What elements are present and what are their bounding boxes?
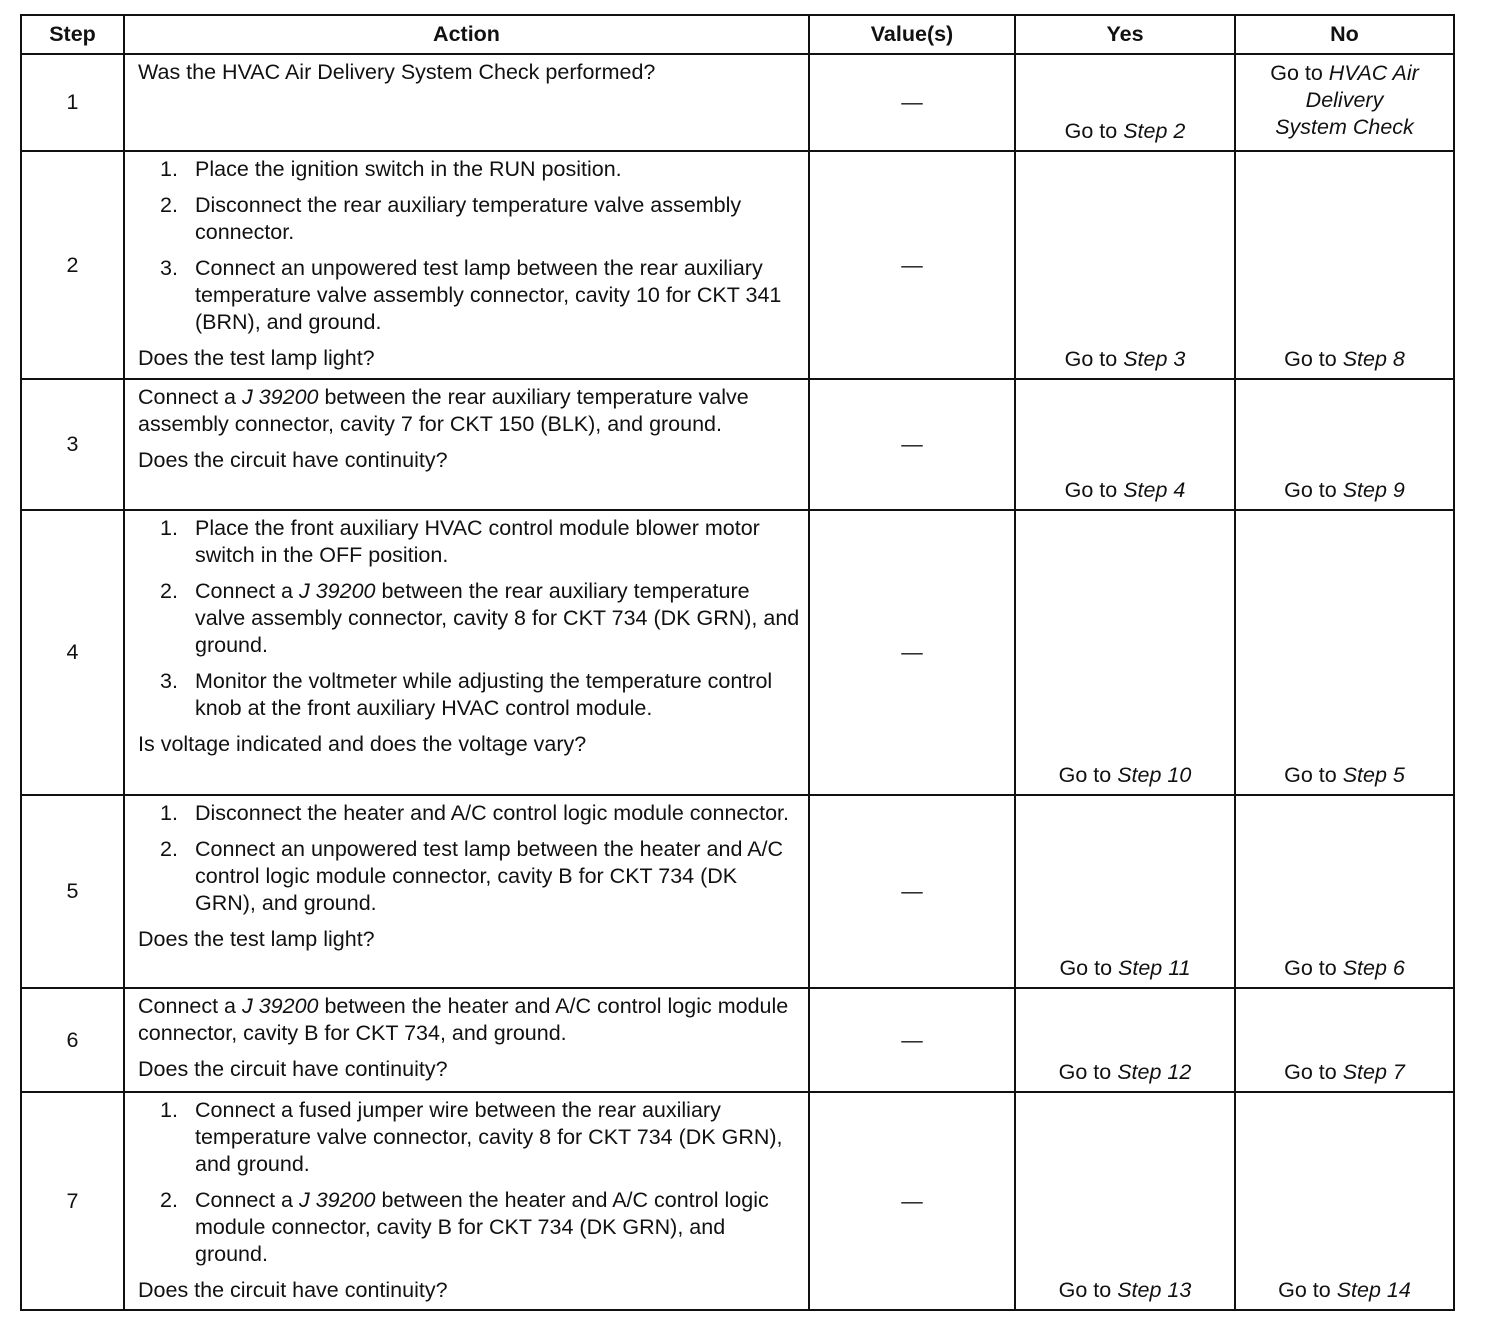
yes-cell: Go to Step 10 [1015, 510, 1235, 795]
no-cell: Go to Step 9 [1235, 379, 1454, 510]
list-item: 1. Connect a fused jumper wire between the rear auxiliary temperature valve connector, cavity 8 for CKT 734 (DK GRN), and ground. [160, 1098, 783, 1176]
yes-cell: Go to Step 13 [1015, 1092, 1235, 1310]
step-number: 1 [21, 54, 124, 151]
list-item: 2. Connect a J 39200 between the rear auxiliary temperature valve assembly connector, cavity 8 for CKT 734 (DK GRN), and ground. [160, 579, 800, 657]
action-list [138, 156, 800, 336]
table-row [21, 795, 1454, 988]
no-link-line3: System Check [1275, 115, 1414, 139]
action-question: Does the circuit have continuity? [138, 1057, 448, 1081]
action-question: Is voltage indicated and does the voltage vary? [138, 732, 587, 756]
action-cell [124, 151, 809, 379]
goto-prefix: Go to [1270, 61, 1329, 85]
yes-link: Step 12 [1117, 1060, 1192, 1084]
action-cell [124, 988, 809, 1092]
value-cell: — [809, 54, 1015, 151]
list-item: 3. Connect an unpowered test lamp between the rear auxiliary temperature valve assembly connector, cavity 10 for CKT 341 (BRN), and ground. [160, 256, 782, 334]
no-link-line2: Delivery [1305, 88, 1384, 112]
no-cell: Go to Step 6 [1235, 795, 1454, 988]
list-item: 3. Monitor the voltmeter while adjusting the temperature control knob at the front auxiliary HVAC control module. [160, 669, 773, 720]
no-link: Step 6 [1342, 956, 1405, 980]
yes-link: Step 2 [1123, 119, 1186, 143]
header-yes: Yes [1015, 15, 1235, 54]
yes-cell: Go to Step 3 [1015, 151, 1235, 379]
action-list [138, 515, 800, 722]
list-item: 1. Place the ignition switch in the RUN position. [160, 157, 622, 181]
step-number: 2 [21, 151, 124, 379]
no-link: Step 8 [1342, 347, 1405, 371]
no-link: Step 9 [1342, 478, 1405, 502]
no-link: Step 14 [1336, 1278, 1411, 1302]
action-text: Connect a J 39200 between the rear auxiliary temperature valve assembly connector, cavity 7 for CKT 150 (BLK), and ground. [138, 385, 749, 436]
diagnostic-table [20, 14, 1455, 1311]
no-link: Step 5 [1342, 763, 1405, 787]
header-step: Step [21, 15, 124, 54]
yes-link: Step 13 [1117, 1278, 1192, 1302]
table-row [21, 988, 1454, 1092]
action-cell [124, 379, 809, 510]
action-list [138, 800, 800, 917]
table-row [21, 151, 1454, 379]
value-cell: — [809, 988, 1015, 1092]
value-cell: — [809, 1092, 1015, 1310]
value-cell: — [809, 379, 1015, 510]
no-link: Step 7 [1342, 1060, 1405, 1084]
step-number: 3 [21, 379, 124, 510]
no-cell: Go to Step 8 [1235, 151, 1454, 379]
yes-cell: Go to Step 11 [1015, 795, 1235, 988]
value-cell: — [809, 795, 1015, 988]
tool-name: J 39200 [298, 1188, 376, 1212]
action-cell [124, 1092, 809, 1310]
no-cell: Go to Step 14 [1235, 1092, 1454, 1310]
list-item: 2. Connect an unpowered test lamp between the heater and A/C control logic module connector, cavity B for CKT 734 (DK GRN), and ground. [160, 837, 784, 915]
goto-prefix: Go to [1064, 119, 1124, 143]
action-question: Does the circuit have continuity? [138, 1278, 448, 1302]
yes-cell: Go to Step 12 [1015, 988, 1235, 1092]
table-row [21, 379, 1454, 510]
action-question: Does the circuit have continuity? [138, 448, 448, 472]
step-number: 5 [21, 795, 124, 988]
header-no: No [1235, 15, 1454, 54]
table-row [21, 510, 1454, 795]
no-cell: Go to Step 7 [1235, 988, 1454, 1092]
step-number: 6 [21, 988, 124, 1092]
no-cell [1235, 54, 1454, 151]
yes-cell [1015, 54, 1235, 151]
action-list [138, 1097, 800, 1268]
step-number: 4 [21, 510, 124, 795]
no-cell: Go to Step 5 [1235, 510, 1454, 795]
list-item: 1. Place the front auxiliary HVAC control module blower motor switch in the OFF position. [160, 516, 760, 567]
action-question: Does the test lamp light? [138, 346, 375, 370]
yes-cell: Go to Step 4 [1015, 379, 1235, 510]
list-item: 2. Connect a J 39200 between the heater and A/C control logic module connector, cavity B for CKT 734 (DK GRN), and ground. [160, 1188, 769, 1266]
table-row [21, 1092, 1454, 1310]
tool-name: J 39200 [241, 385, 319, 409]
yes-link: Step 4 [1123, 478, 1186, 502]
header-row [21, 15, 1454, 54]
action-question: Was the HVAC Air Delivery System Check performed? [138, 60, 656, 84]
yes-link: Step 10 [1117, 763, 1192, 787]
yes-link: Step 3 [1123, 347, 1186, 371]
header-values: Value(s) [809, 15, 1015, 54]
step-number: 7 [21, 1092, 124, 1310]
header-action: Action [124, 15, 809, 54]
action-cell [124, 54, 809, 151]
tool-name: J 39200 [298, 579, 376, 603]
yes-link: Step 11 [1118, 956, 1191, 980]
list-item: 2. Disconnect the rear auxiliary temperature valve assembly connector. [160, 193, 742, 244]
action-cell [124, 795, 809, 988]
list-item: 1. Disconnect the heater and A/C control logic module connector. [160, 801, 789, 825]
table-row [21, 54, 1454, 151]
no-link-line1: HVAC Air [1328, 61, 1419, 85]
tool-name: J 39200 [241, 994, 319, 1018]
value-cell: — [809, 151, 1015, 379]
action-cell [124, 510, 809, 795]
action-question: Does the test lamp light? [138, 927, 375, 951]
action-text: Connect a J 39200 between the heater and A/C control logic module connector, cavity B for CKT 734, and ground. [138, 994, 789, 1045]
value-cell: — [809, 510, 1015, 795]
